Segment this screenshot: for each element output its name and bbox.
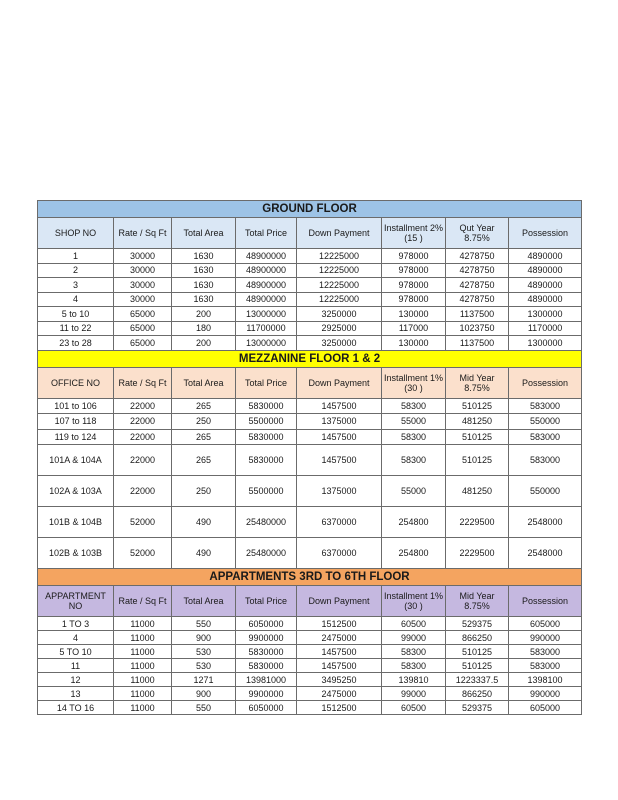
table-cell: 583000 (509, 429, 582, 445)
table-row (38, 398, 582, 414)
table-cell: 30000 (114, 292, 172, 307)
table-cell: 52000 (114, 538, 172, 569)
table-cell: 1170000 (509, 321, 582, 336)
column-header: Total Area (172, 367, 236, 398)
table-cell: 1 TO 3 (38, 617, 114, 631)
table-cell: 11700000 (236, 321, 297, 336)
table-cell: 1630 (172, 263, 236, 278)
table-cell: 529375 (446, 701, 509, 715)
column-header: Rate / Sq Ft (114, 586, 172, 617)
table-cell: 978000 (382, 249, 446, 264)
table-cell: 101 to 106 (38, 398, 114, 414)
column-header: SHOP NO (38, 218, 114, 249)
table-cell: 978000 (382, 263, 446, 278)
column-header: Down Payment (297, 367, 382, 398)
table-cell: 22000 (114, 476, 172, 507)
table-cell: 2548000 (509, 507, 582, 538)
table-cell: 22000 (114, 398, 172, 414)
table-cell: 978000 (382, 278, 446, 293)
table-cell: 48900000 (236, 278, 297, 293)
table-cell: 55000 (382, 414, 446, 430)
table-row (38, 429, 582, 445)
table-cell: 11000 (114, 631, 172, 645)
table-cell: 1223337.5 (446, 673, 509, 687)
table-cell: 265 (172, 398, 236, 414)
table-row (38, 307, 582, 322)
table-cell: 139810 (382, 673, 446, 687)
table-cell: 11000 (114, 645, 172, 659)
table-cell: 1512500 (297, 701, 382, 715)
column-header: Mid Year 8.75% (446, 586, 509, 617)
table-cell: 58300 (382, 659, 446, 673)
table-cell: 1630 (172, 292, 236, 307)
table-cell: 30000 (114, 278, 172, 293)
table-cell: 4278750 (446, 292, 509, 307)
table-cell: 5500000 (236, 476, 297, 507)
table-cell: 48900000 (236, 249, 297, 264)
section-title: GROUND FLOOR (38, 201, 582, 218)
column-header: Total Price (236, 367, 297, 398)
table-cell: 5830000 (236, 659, 297, 673)
table-row (38, 645, 582, 659)
table-cell: 550 (172, 617, 236, 631)
table-cell: 65000 (114, 336, 172, 351)
table-cell: 1271 (172, 673, 236, 687)
table-cell: 1630 (172, 249, 236, 264)
table-cell: 60500 (382, 701, 446, 715)
table-cell: 130000 (382, 307, 446, 322)
column-header: OFFICE NO (38, 367, 114, 398)
table-cell: 510125 (446, 429, 509, 445)
table-cell: 60500 (382, 617, 446, 631)
column-header: APPARTMENT NO (38, 586, 114, 617)
table-cell: 1398100 (509, 673, 582, 687)
table-row (38, 631, 582, 645)
table-cell: 490 (172, 507, 236, 538)
table-cell: 58300 (382, 429, 446, 445)
table-cell: 3 (38, 278, 114, 293)
table-cell: 180 (172, 321, 236, 336)
table-cell: 529375 (446, 617, 509, 631)
column-header: Total Price (236, 586, 297, 617)
table-cell: 58300 (382, 645, 446, 659)
table-cell: 2925000 (297, 321, 382, 336)
table-cell: 2548000 (509, 538, 582, 569)
column-header: Down Payment (297, 586, 382, 617)
column-header: Installment 1% (30 ) (382, 367, 446, 398)
table-cell: 48900000 (236, 292, 297, 307)
table-cell: 4890000 (509, 263, 582, 278)
table-cell: 481250 (446, 414, 509, 430)
table-cell: 5 to 10 (38, 307, 114, 322)
table-cell: 4890000 (509, 249, 582, 264)
table-cell: 510125 (446, 659, 509, 673)
table-cell: 530 (172, 645, 236, 659)
table-cell: 605000 (509, 701, 582, 715)
table-cell: 1375000 (297, 476, 382, 507)
table-cell: 11000 (114, 673, 172, 687)
column-header: Mid Year 8.75% (446, 367, 509, 398)
table-cell: 4278750 (446, 249, 509, 264)
table-cell: 130000 (382, 336, 446, 351)
column-header-row (38, 367, 582, 398)
table-cell: 12225000 (297, 292, 382, 307)
table-cell: 48900000 (236, 263, 297, 278)
table-cell: 1630 (172, 278, 236, 293)
table-row (38, 538, 582, 569)
section-title-row (38, 350, 582, 367)
table-cell: 30000 (114, 263, 172, 278)
column-header: Down Payment (297, 218, 382, 249)
column-header: Installment 2% (15 ) (382, 218, 446, 249)
table-row (38, 336, 582, 351)
table-row (38, 321, 582, 336)
table-cell: 990000 (509, 687, 582, 701)
column-header: Total Area (172, 218, 236, 249)
table-cell: 583000 (509, 659, 582, 673)
table-cell: 11000 (114, 701, 172, 715)
table-cell: 58300 (382, 398, 446, 414)
table-cell: 12225000 (297, 263, 382, 278)
table-cell: 12 (38, 673, 114, 687)
table-cell: 583000 (509, 398, 582, 414)
column-header: Rate / Sq Ft (114, 218, 172, 249)
table-cell: 11 (38, 659, 114, 673)
table-cell: 200 (172, 336, 236, 351)
table-cell: 25480000 (236, 507, 297, 538)
table-row (38, 278, 582, 293)
table-cell: 2229500 (446, 538, 509, 569)
table-cell: 900 (172, 687, 236, 701)
price-schedule-table (37, 200, 582, 715)
table-row (38, 687, 582, 701)
table-cell: 5 TO 10 (38, 645, 114, 659)
table-cell: 3250000 (297, 307, 382, 322)
table-cell: 990000 (509, 631, 582, 645)
table-cell: 866250 (446, 631, 509, 645)
table-cell: 4890000 (509, 292, 582, 307)
column-header: Total Area (172, 586, 236, 617)
column-header: Total Price (236, 218, 297, 249)
table-cell: 4 (38, 631, 114, 645)
table-cell: 1 (38, 249, 114, 264)
table-cell: 2475000 (297, 631, 382, 645)
section-title: MEZZANINE FLOOR 1 & 2 (38, 350, 582, 367)
table-cell: 250 (172, 476, 236, 507)
table-cell: 65000 (114, 321, 172, 336)
table-cell: 14 TO 16 (38, 701, 114, 715)
table-cell: 1457500 (297, 645, 382, 659)
table-cell: 13000000 (236, 336, 297, 351)
table-cell: 11000 (114, 687, 172, 701)
table-cell: 550000 (509, 476, 582, 507)
table-cell: 550 (172, 701, 236, 715)
table-cell: 6370000 (297, 507, 382, 538)
table-cell: 1457500 (297, 429, 382, 445)
table-row (38, 263, 582, 278)
table-cell: 510125 (446, 645, 509, 659)
table-row (38, 659, 582, 673)
table-cell: 22000 (114, 445, 172, 476)
table-cell: 58300 (382, 445, 446, 476)
table-cell: 481250 (446, 476, 509, 507)
table-cell: 1457500 (297, 659, 382, 673)
table-cell: 2475000 (297, 687, 382, 701)
table-cell: 119 to 124 (38, 429, 114, 445)
table-cell: 4278750 (446, 263, 509, 278)
table-cell: 5830000 (236, 445, 297, 476)
table-cell: 6050000 (236, 617, 297, 631)
table-cell: 9900000 (236, 631, 297, 645)
table-cell: 101A & 104A (38, 445, 114, 476)
table-cell: 530 (172, 659, 236, 673)
table-cell: 866250 (446, 687, 509, 701)
table-cell: 1457500 (297, 445, 382, 476)
table-cell: 30000 (114, 249, 172, 264)
table-cell: 200 (172, 307, 236, 322)
table-cell: 2 (38, 263, 114, 278)
table-cell: 13000000 (236, 307, 297, 322)
table-row (38, 249, 582, 264)
table-cell: 101B & 104B (38, 507, 114, 538)
table-cell: 6050000 (236, 701, 297, 715)
table-cell: 900 (172, 631, 236, 645)
table-cell: 1137500 (446, 336, 509, 351)
table-cell: 490 (172, 538, 236, 569)
table-cell: 107 to 118 (38, 414, 114, 430)
section-title-row (38, 201, 582, 218)
table-cell: 23 to 28 (38, 336, 114, 351)
table-cell: 1512500 (297, 617, 382, 631)
table-cell: 9900000 (236, 687, 297, 701)
table-cell: 1137500 (446, 307, 509, 322)
table-cell: 11 to 22 (38, 321, 114, 336)
table-cell: 11000 (114, 617, 172, 631)
table-cell: 265 (172, 445, 236, 476)
table-cell: 978000 (382, 292, 446, 307)
table-cell: 1300000 (509, 307, 582, 322)
table-cell: 65000 (114, 307, 172, 322)
table-cell: 254800 (382, 507, 446, 538)
column-header: Possession (509, 367, 582, 398)
table-cell: 12225000 (297, 278, 382, 293)
table-cell: 102A & 103A (38, 476, 114, 507)
table-cell: 11000 (114, 659, 172, 673)
table-cell: 13981000 (236, 673, 297, 687)
column-header-row (38, 218, 582, 249)
table-cell: 3495250 (297, 673, 382, 687)
table-cell: 510125 (446, 398, 509, 414)
table-cell: 25480000 (236, 538, 297, 569)
table-row (38, 673, 582, 687)
table-cell: 4278750 (446, 278, 509, 293)
table-cell: 2229500 (446, 507, 509, 538)
table-body (38, 201, 582, 715)
table-cell: 265 (172, 429, 236, 445)
column-header: Rate / Sq Ft (114, 367, 172, 398)
table-cell: 3250000 (297, 336, 382, 351)
table-cell: 13 (38, 687, 114, 701)
column-header: Qut Year 8.75% (446, 218, 509, 249)
table-cell: 12225000 (297, 249, 382, 264)
table-cell: 99000 (382, 687, 446, 701)
table-cell: 22000 (114, 429, 172, 445)
table-cell: 102B & 103B (38, 538, 114, 569)
column-header-row (38, 586, 582, 617)
table-row (38, 414, 582, 430)
table-cell: 1457500 (297, 398, 382, 414)
table-cell: 5830000 (236, 398, 297, 414)
table-cell: 5830000 (236, 645, 297, 659)
table-cell: 55000 (382, 476, 446, 507)
column-header: Installment 1% (30 ) (382, 586, 446, 617)
column-header: Possession (509, 586, 582, 617)
column-header: Possession (509, 218, 582, 249)
table-cell: 52000 (114, 507, 172, 538)
table-row (38, 292, 582, 307)
table-cell: 4 (38, 292, 114, 307)
table-cell: 510125 (446, 445, 509, 476)
table-cell: 6370000 (297, 538, 382, 569)
table-cell: 99000 (382, 631, 446, 645)
table-cell: 250 (172, 414, 236, 430)
table-cell: 5830000 (236, 429, 297, 445)
table-cell: 117000 (382, 321, 446, 336)
table-cell: 583000 (509, 645, 582, 659)
table-cell: 550000 (509, 414, 582, 430)
table-cell: 1023750 (446, 321, 509, 336)
table-row (38, 507, 582, 538)
table-cell: 254800 (382, 538, 446, 569)
table-cell: 1375000 (297, 414, 382, 430)
table-cell: 4890000 (509, 278, 582, 293)
section-title-row (38, 569, 582, 586)
table-row (38, 476, 582, 507)
section-title: APPARTMENTS 3RD TO 6TH FLOOR (38, 569, 582, 586)
table-cell: 583000 (509, 445, 582, 476)
table-row (38, 617, 582, 631)
table-row (38, 701, 582, 715)
table-cell: 22000 (114, 414, 172, 430)
table-cell: 605000 (509, 617, 582, 631)
table-row (38, 445, 582, 476)
table-cell: 1300000 (509, 336, 582, 351)
table-cell: 5500000 (236, 414, 297, 430)
